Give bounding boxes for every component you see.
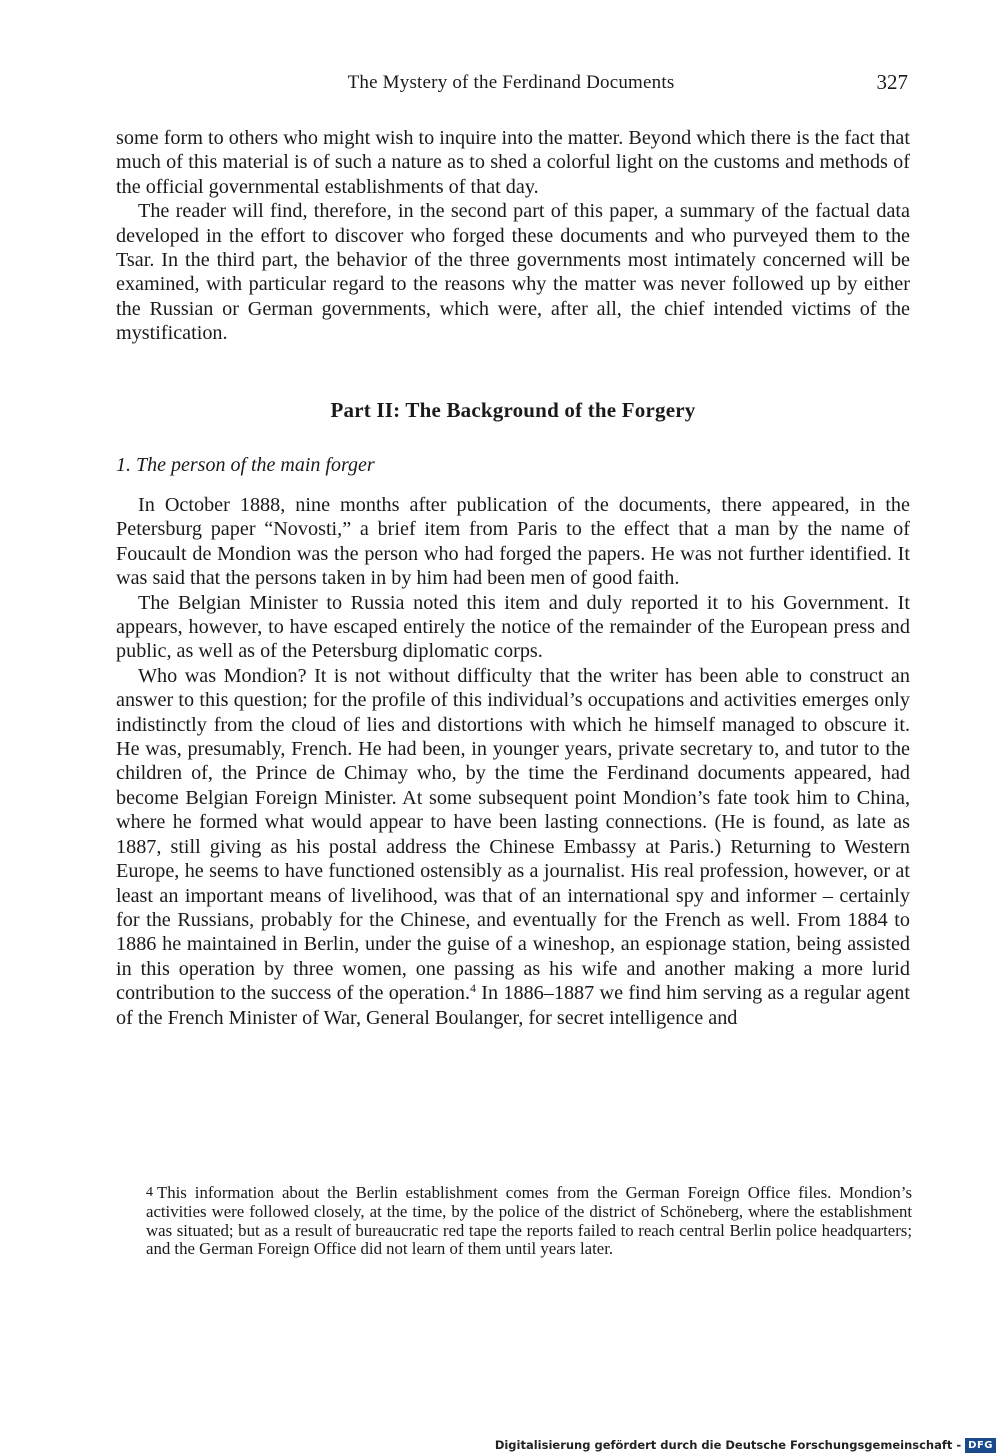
footnote-text: This information about the Berlin establishment comes from the German Foreign Office files. Mondion’s activities were followed closely, at the time, by the police of the district of Schöneberg, where the establishment was situated; but as a result of bureaucratic red tape the reports failed to reach central Berlin police headquarters; and the German Foreign Office did not learn of them until years later. — [146, 1183, 912, 1259]
paragraph: some form to others who might wish to inquire into the matter. Beyond which there is the fact that much of this material is of such a nature as to shed a colorful light on the customs and methods of the official governmental establishments of that day. — [116, 127, 910, 198]
digitization-banner — [495, 1434, 1000, 1456]
footnote-reference[interactable]: 4 — [470, 981, 477, 996]
dfg-logo: DFG — [965, 1438, 996, 1453]
running-title: The Mystery of the Ferdinand Documents — [347, 72, 675, 93]
paragraph-text: Who was Mondion? It is not without difficulty that the writer has been able to construct an answer to this question; for the profile of this individual’s occupations and activities emerges only indistinctly from the cloud of lies and distortions with which he himself managed to obscure it. He was, presumably, French. He had been, in younger years, private secretary to, and tutor to the children of, the Prince de Chimay who, by the time the Ferdinand documents appeared, had become Belgian Foreign Minister. At some subsequent point Mondion’s fate took him to China, where he formed what would appear to have been lasting connections. (He is found, as late as 1887, still giving as his postal address the Chinese Embassy at Paris.) Returning to Western Europe, he seems to have functioned ostensibly as a journalist. His real profession, however, or at least an important means of livelihood, was that of an international spy and informer – certainly for the Russians, probably for the Chinese, and eventually for the French as well. From 1884 to 1886 he maintained in Berlin, under the guise of a wineshop, an espionage station, being assisted in this operation by three women, one passing as his wife and another making a more lurid contribution to the success of the operation. — [116, 664, 910, 1005]
footnote-paragraph — [146, 1184, 912, 1259]
paragraph: In October 1888, nine months after publication of the documents, there appeared, in the Petersburg paper “Novosti,” a brief item from Paris to the effect that a man by the name of Foucault de Mondion was the person who had forged the papers. He was not further identified. It was said that the persons taken in by him had been men of good faith. — [116, 494, 910, 590]
main-text-block — [116, 493, 910, 1030]
paragraph — [116, 664, 910, 1030]
running-head — [112, 72, 910, 100]
footnote-marker: 4 — [146, 1185, 153, 1200]
paragraph-continuation: In 1886–1887 we find him serving as a regular agent of the French Minister of War, General Boulanger, for secret intelligence and — [116, 982, 910, 1029]
banner-text: Digitalisierung gefördert durch die Deutsche Forschungsgemeinschaft - — [494, 1438, 962, 1452]
intro-text-block — [116, 126, 910, 346]
section-heading: Part II: The Background of the Forgery — [330, 398, 696, 422]
footnote — [146, 1184, 912, 1259]
page-number: 327 — [876, 70, 908, 94]
subsection-heading: 1. The person of the main forger — [116, 454, 375, 476]
paragraph: The Belgian Minister to Russia noted this item and duly reported it to his Government. It appears, however, to have escaped entirely the notice of the remainder of the European press and public, as well as of the Petersburg diplomatic corps. — [116, 591, 910, 663]
paragraph: The reader will find, therefore, in the second part of this paper, a summary of the factual data developed in the effort to discover who forged these documents and who purveyed them to the Tsar. In the third part, the behavior of the three governments most intimately concerned will be examined, with particular regard to the reasons why the matter was never followed up by either the Russian or German governments, which were, after all, the chief intended victims of the mystification. — [116, 200, 910, 345]
